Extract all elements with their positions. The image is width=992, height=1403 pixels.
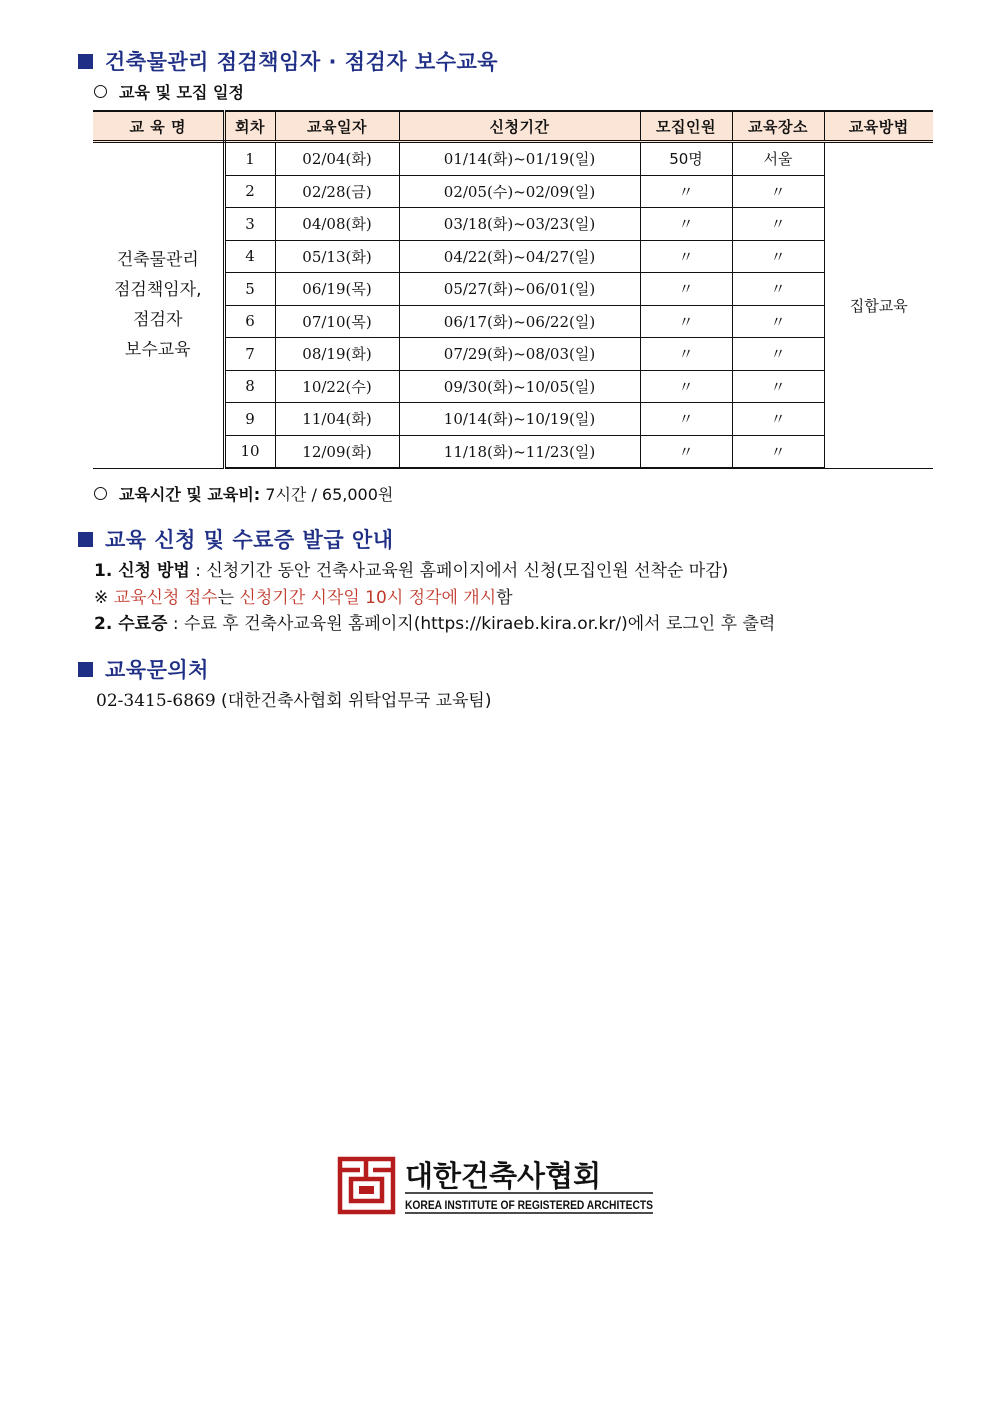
note-red-2: 신청기간 시작일 10시 정각에 개시 bbox=[239, 588, 497, 608]
note-mark: ※ bbox=[94, 588, 114, 608]
kira-logo bbox=[337, 1155, 657, 1217]
place-cell: 〃 bbox=[732, 240, 824, 273]
round-cell: 8 bbox=[224, 370, 275, 403]
period-cell: 01/14(화)~01/19(일) bbox=[399, 142, 640, 176]
place-cell: 서울 bbox=[732, 142, 824, 176]
people-cell: 〃 bbox=[640, 273, 732, 306]
fee-line bbox=[94, 482, 393, 505]
table-header-row bbox=[93, 111, 933, 142]
certificate-line bbox=[94, 609, 775, 634]
period-cell: 09/30(화)~10/05(일) bbox=[399, 370, 640, 403]
round-cell: 10 bbox=[224, 435, 275, 468]
date-cell: 08/19(화) bbox=[275, 338, 399, 371]
people-cell: 〃 bbox=[640, 435, 732, 468]
header-period: 신청기간 bbox=[399, 111, 640, 142]
course-name-line: 점검책임자, bbox=[113, 280, 202, 301]
square-bullet-icon bbox=[78, 662, 93, 677]
contact-line bbox=[96, 686, 491, 711]
date-cell: 04/08(화) bbox=[275, 208, 399, 241]
fee-label: 교육시간 및 교육비: bbox=[119, 485, 261, 504]
round-cell: 4 bbox=[224, 240, 275, 273]
date-cell: 07/10(목) bbox=[275, 305, 399, 338]
period-cell: 07/29(화)~08/03(일) bbox=[399, 338, 640, 371]
note-text-2: 함 bbox=[496, 588, 513, 608]
header-date: 교육일자 bbox=[275, 111, 399, 142]
apply-method-label: 1. 신청 방법 bbox=[94, 561, 190, 581]
round-cell: 3 bbox=[224, 208, 275, 241]
table-row bbox=[93, 142, 933, 176]
round-cell: 9 bbox=[224, 403, 275, 436]
schedule-table bbox=[93, 110, 933, 469]
circle-bullet-icon bbox=[94, 85, 107, 98]
certificate-label: 2. 수료증 bbox=[94, 614, 168, 634]
section-title-text: 건축물관리 점검책임자 · 점검자 보수교육 bbox=[105, 50, 499, 74]
certificate-text: : 수료 후 건축사교육원 홈페이지(https://kiraeb.kira.or.kr/)에서 로그인 후 출력 bbox=[167, 614, 776, 634]
section-title-text: 교육 신청 및 수료증 발급 안내 bbox=[105, 528, 394, 552]
apply-method-text: : 신청기간 동안 건축사교육원 홈페이지에서 신청(모집인원 선착순 마감) bbox=[189, 561, 729, 581]
section-title-application bbox=[78, 524, 394, 554]
date-cell: 12/09(화) bbox=[275, 435, 399, 468]
period-cell: 11/18(화)~11/23(일) bbox=[399, 435, 640, 468]
people-cell: 〃 bbox=[640, 370, 732, 403]
date-cell: 05/13(화) bbox=[275, 240, 399, 273]
course-name-line: 건축물관리 bbox=[116, 250, 199, 271]
date-cell: 02/04(화) bbox=[275, 142, 399, 176]
people-cell: 〃 bbox=[640, 208, 732, 241]
people-cell: 50명 bbox=[640, 142, 732, 176]
kira-emblem-icon bbox=[340, 1159, 393, 1212]
date-cell: 11/04(화) bbox=[275, 403, 399, 436]
people-cell: 〃 bbox=[640, 338, 732, 371]
contact-text: (대한건축사협회 위탁업무국 교육팀) bbox=[215, 691, 492, 711]
people-cell: 〃 bbox=[640, 305, 732, 338]
place-cell: 〃 bbox=[732, 435, 824, 468]
round-cell: 6 bbox=[224, 305, 275, 338]
schedule-heading-text: 교육 및 모집 일정 bbox=[119, 83, 244, 102]
date-cell: 02/28(금) bbox=[275, 175, 399, 208]
people-cell: 〃 bbox=[640, 240, 732, 273]
logo-english-name: KOREA INSTITUTE OF REGISTERED ARCHITECTS bbox=[405, 1198, 653, 1212]
place-cell: 〃 bbox=[732, 175, 824, 208]
circle-bullet-icon bbox=[94, 487, 107, 500]
section-title-training bbox=[78, 46, 498, 76]
contact-phone: 02-3415-6869 bbox=[96, 691, 216, 711]
date-cell: 10/22(수) bbox=[275, 370, 399, 403]
place-cell: 〃 bbox=[732, 273, 824, 306]
note-text-1: 는 bbox=[217, 588, 240, 608]
square-bullet-icon bbox=[78, 54, 93, 69]
place-cell: 〃 bbox=[732, 305, 824, 338]
people-cell: 〃 bbox=[640, 175, 732, 208]
place-cell: 〃 bbox=[732, 403, 824, 436]
square-bullet-icon bbox=[78, 532, 93, 547]
period-cell: 10/14(화)~10/19(일) bbox=[399, 403, 640, 436]
period-cell: 04/22(화)~04/27(일) bbox=[399, 240, 640, 273]
people-cell: 〃 bbox=[640, 403, 732, 436]
course-name-line: 점검자 bbox=[133, 310, 183, 331]
place-cell: 〃 bbox=[732, 338, 824, 371]
round-cell: 7 bbox=[224, 338, 275, 371]
apply-method-line bbox=[94, 556, 728, 581]
header-people: 모집인원 bbox=[640, 111, 732, 142]
round-cell: 1 bbox=[224, 142, 275, 176]
place-cell: 〃 bbox=[732, 208, 824, 241]
header-method: 교육방법 bbox=[824, 111, 933, 142]
header-round: 회차 bbox=[224, 111, 275, 142]
period-cell: 03/18(화)~03/23(일) bbox=[399, 208, 640, 241]
logo-korean-name: 대한건축사협회 bbox=[405, 1159, 602, 1193]
period-cell: 05/27(화)~06/01(일) bbox=[399, 273, 640, 306]
date-cell: 06/19(목) bbox=[275, 273, 399, 306]
fee-value: 7시간 / 65,000원 bbox=[265, 485, 394, 504]
section-title-text: 교육문의처 bbox=[105, 658, 209, 682]
header-course: 교 육 명 bbox=[93, 111, 224, 142]
round-cell: 2 bbox=[224, 175, 275, 208]
apply-note-line bbox=[94, 583, 513, 608]
note-red-1: 교육신청 접수 bbox=[113, 588, 218, 608]
section-title-contact bbox=[78, 654, 209, 684]
schedule-heading bbox=[94, 80, 244, 103]
round-cell: 5 bbox=[224, 273, 275, 306]
course-name-line: 보수교육 bbox=[124, 340, 191, 361]
header-place: 교육장소 bbox=[732, 111, 824, 142]
period-cell: 02/05(수)~02/09(일) bbox=[399, 175, 640, 208]
method-cell: 집합교육 bbox=[824, 142, 933, 469]
period-cell: 06/17(화)~06/22(일) bbox=[399, 305, 640, 338]
place-cell: 〃 bbox=[732, 370, 824, 403]
course-name-cell bbox=[93, 142, 224, 469]
